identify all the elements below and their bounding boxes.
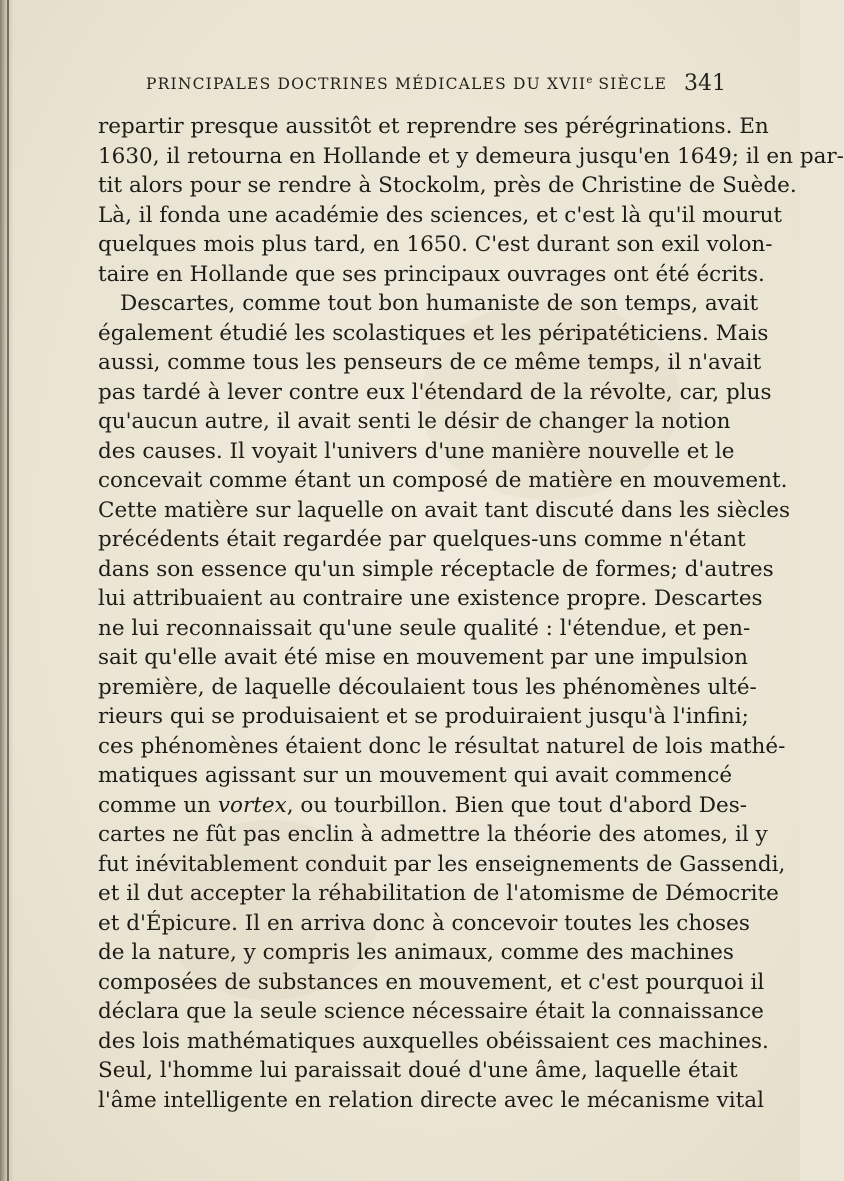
text-line: repartir presque aussitôt et reprendre ses pérégrinations. En [98, 114, 769, 139]
text-line-with-italic [98, 791, 748, 821]
text-line: fut inévitablement conduit par les enseignements de Gassendi, [98, 851, 786, 877]
text-line: dans son essence qu'un simple réceptacle de formes; d'autres [98, 556, 774, 582]
text-line: également étudié les scolastiques et les péripatéticiens. Mais [98, 320, 769, 346]
text-line: cartes ne fût pas enclin à admettre la théorie des atomes, il y [98, 822, 768, 847]
text-fragment: , ou tourbillon. Bien que tout d'abord Des- [286, 792, 748, 818]
text-line: lui attribuaient au contraire une existence propre. Descartes [98, 586, 763, 611]
text-line: aussi, comme tous les penseurs de ce même temps, il n'avait [98, 350, 762, 375]
text-line: des causes. Il voyait l'univers d'une manière nouvelle et le [98, 438, 735, 464]
text-line: quelques mois plus tard, en 1650. C'est durant son exil volon- [98, 232, 773, 257]
italic-term: vortex [217, 792, 287, 818]
text-line: l'âme intelligente en relation directe avec le mécanisme vital [98, 1087, 764, 1113]
text-line: tit alors pour se rendre à Stockolm, près de Christine de Suède. [98, 173, 797, 198]
running-title-superscript: e [586, 75, 593, 86]
text-line: et il dut accepter la réhabilitation de l'atomisme de Démocrite [98, 881, 779, 906]
text-line: rieurs qui se produisaient et se produiraient jusqu'à l'infini; [98, 704, 749, 729]
text-line: Descartes, comme tout bon humaniste de son temps, avait [120, 291, 759, 316]
running-title [146, 75, 667, 93]
text-line: pas tardé à lever contre eux l'étendard de la révolte, car, plus [98, 379, 772, 405]
text-line: taire en Hollande que ses principaux ouvrages ont été écrits. [98, 261, 765, 287]
text-line: des lois mathématiques auxquelles obéissaient ces machines. [98, 1028, 769, 1054]
text-line: ne lui reconnaissait qu'une seule qualité : l'étendue, et pen- [98, 615, 751, 641]
text-line: concevait comme étant un composé de matière en mouvement. [98, 468, 788, 493]
binding-gutter [7, 0, 9, 1181]
text-line: sait qu'elle avait été mise en mouvement par une impulsion [98, 645, 748, 670]
text-line: qu'aucun autre, il avait senti le désir de changer la notion [98, 409, 731, 434]
body-text [98, 112, 844, 1115]
text-line: et d'Épicure. Il en arriva donc à concevoir toutes les choses [98, 910, 750, 936]
text-fragment: comme un [98, 792, 218, 818]
text-line: première, de laquelle découlaient tous les phénomènes ulté- [98, 674, 757, 700]
text-line: composées de substances en mouvement, et c'est pourquoi il [98, 969, 765, 995]
text-line: Là, il fonda une académie des sciences, et c'est là qu'il mourut [98, 202, 783, 228]
running-head [146, 72, 726, 100]
text-line: 1630, il retourna en Hollande et y demeura jusqu'en 1649; il en par- [98, 143, 844, 169]
running-title-end: SIÈCLE [592, 75, 668, 94]
running-title-main: PRINCIPALES DOCTRINES MÉDICALES DU XVII [146, 75, 587, 94]
text-line: déclara que la seule science nécessaire était la connaissance [98, 999, 764, 1024]
text-line: précédents était regardée par quelques-uns comme n'étant [98, 527, 746, 552]
text-line: matiques agissant sur un mouvement qui avait commencé [98, 763, 733, 788]
page-number: 341 [684, 71, 726, 96]
text-line: Cette matière sur laquelle on avait tant discuté dans les siècles [98, 497, 790, 523]
text-line: Seul, l'homme lui paraissait doué d'une âme, laquelle était [98, 1058, 738, 1083]
text-line: de la nature, y compris les animaux, comme des machines [98, 940, 734, 965]
text-line: ces phénomènes étaient donc le résultat naturel de lois mathé- [98, 733, 786, 759]
